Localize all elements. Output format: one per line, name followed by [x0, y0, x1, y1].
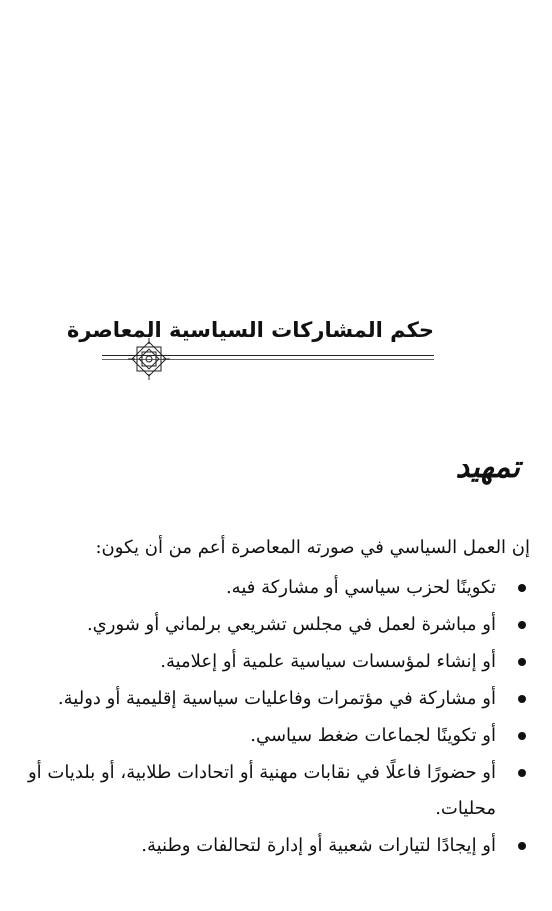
- body-text: [20, 530, 530, 865]
- list-item: [20, 644, 530, 680]
- list-item-text: تكوينًا لحزب سياسي أو مشاركة فيه.: [225, 577, 496, 598]
- arabesque-star-ornament-icon: [126, 336, 172, 382]
- list-item-text: أو تكوينًا لجماعات ضغط سياسي.: [250, 725, 496, 746]
- list-item: [20, 828, 530, 864]
- list-item-text: أو إيجادًا لتيارات شعبية أو إدارة لتحالفات وطنية.: [141, 835, 496, 856]
- list-item-text: أو مباشرة لعمل في مجلس تشريعي برلماني أو شوري.: [86, 614, 496, 635]
- list-item: [20, 570, 530, 606]
- bullet-dot-icon: [518, 695, 526, 703]
- bullet-dot-icon: [518, 658, 526, 666]
- bullet-dot-icon: [518, 621, 526, 629]
- bullet-dot-icon: [518, 732, 526, 740]
- list-item: [20, 607, 530, 643]
- list-item: [20, 755, 530, 827]
- bullet-list: [20, 570, 530, 864]
- list-item-text: أو مشاركة في مؤتمرات وفاعليات سياسية إقليمية أو دولية.: [57, 688, 496, 709]
- list-item-text: أو حضورًا فاعلًا في نقابات مهنية أو اتحادات طلابية، أو بلديات أو محليات.: [27, 762, 496, 819]
- bullet-dot-icon: [518, 584, 526, 592]
- list-item: [20, 681, 530, 717]
- list-item: [20, 718, 530, 754]
- list-item-text: أو إنشاء لمؤسسات سياسية علمية أو إعلامية.: [160, 651, 496, 672]
- chapter-title: حكم المشاركات السياسية المعاصرة: [67, 318, 434, 342]
- bullet-dot-icon: [518, 842, 526, 850]
- intro-paragraph: إن العمل السياسي في صورته المعاصرة أعم من أن يكون:: [95, 537, 530, 558]
- bullet-dot-icon: [518, 769, 526, 777]
- section-heading: تمهيد: [455, 450, 520, 485]
